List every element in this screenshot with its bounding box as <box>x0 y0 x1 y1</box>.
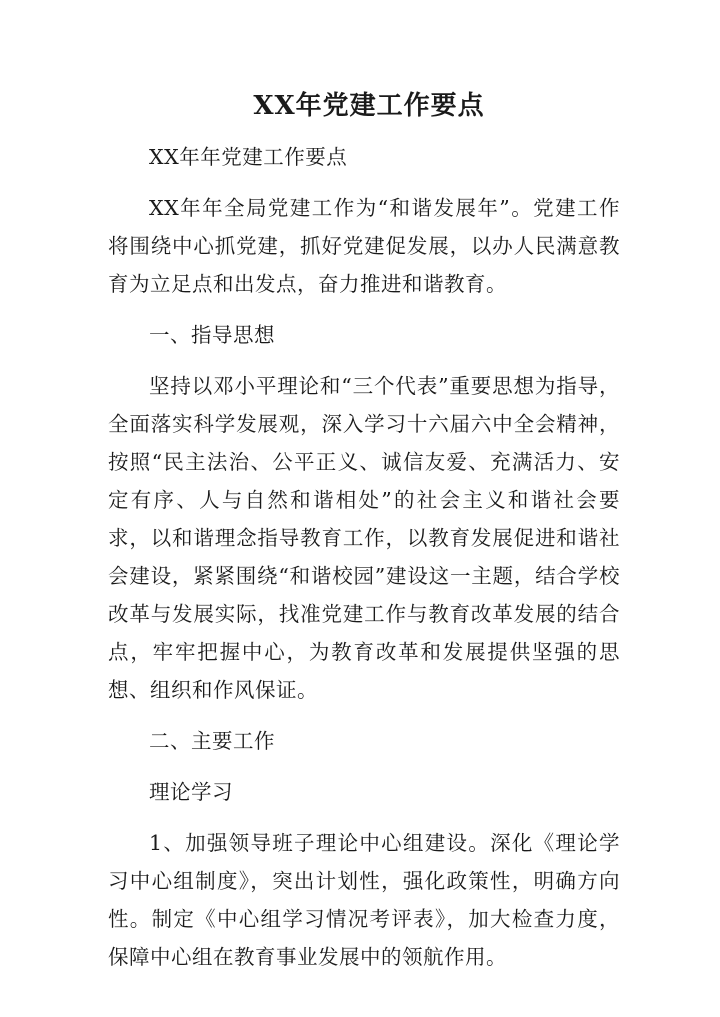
spacer <box>108 811 620 824</box>
subsection-heading-theory-study: 理论学习 <box>149 780 233 804</box>
spacer <box>108 176 620 189</box>
spacer <box>108 303 620 316</box>
spacer <box>108 354 620 367</box>
spacer <box>108 709 620 722</box>
guiding-ideology-paragraph: 坚持以邓小平理论和“三个代表”重要思想为指导，全面落实科学发展观，深入学习十六届六中全会精神，按照“民主法治、公平正义、诚信友爱、充满活力、安定有序、人与自然和谐相处”的社会主义和谐社会要求，以和谐理念指导教育工作，以教育发展促进和谐社会建设，紧紧围绕“和谐校园”建设这一主题，结合学校改革与发展实际，找准党建工作与教育改革发展的结合点，牢牢把握中心，为教育改革和发展提供坚强的思想、组织和作风保证。 <box>108 374 620 702</box>
document-subtitle: XX年年党建工作要点 <box>149 145 348 169</box>
spacer <box>108 124 620 138</box>
section-heading-guiding-ideology: 一、指导思想 <box>149 323 275 347</box>
section-heading-main-work: 二、主要工作 <box>149 729 275 753</box>
intro-paragraph: XX年年全局党建工作为“和谐发展年”。党建工作将围绕中心抓党建，抓好党建促发展，以办人民满意教育为立足点和出发点，奋力推进和谐教育。 <box>108 196 620 296</box>
work-item-1-paragraph: 1、加强领导班子理论中心组建设。深化《理论学习中心组制度》，突出计划性，强化政策性，明确方向性。制定《中心组学习情况考评表》，加大检查力度，保障中心组在教育事业发展中的领航作用。 <box>108 831 620 969</box>
document-title: XX年党建工作要点 <box>253 91 485 121</box>
spacer <box>108 760 620 773</box>
